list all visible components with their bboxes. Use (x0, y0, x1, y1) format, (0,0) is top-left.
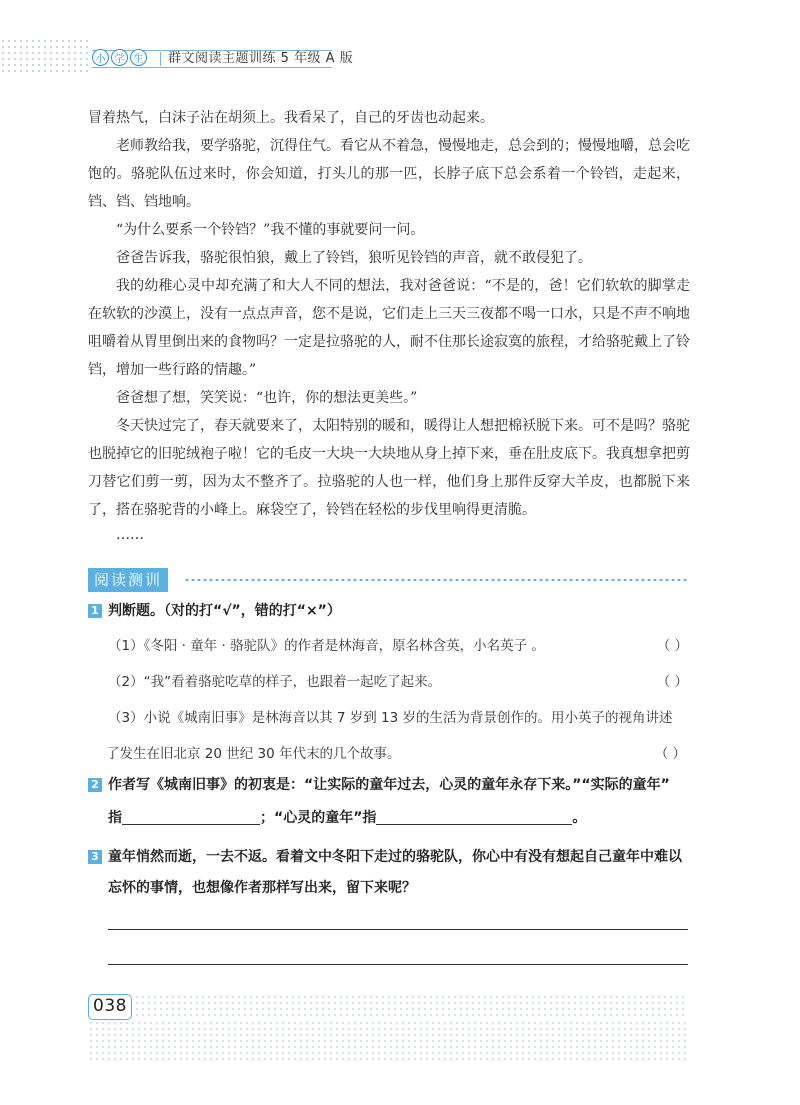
answer-parentheses[interactable]: （ ） (656, 638, 688, 654)
q1-item-2 (108, 664, 690, 700)
answer-line[interactable] (108, 929, 688, 930)
question-1 (88, 600, 690, 620)
q2-label-a: 指 (108, 810, 122, 826)
story-paragraph: 爸爸告诉我，骆驼很怕狼，戴上了铃铛，狼听见铃铛的声音，就不敢侵犯了。 (116, 250, 592, 266)
q1-item-text: 了发生在旧北京 20 世纪 30 年代末的几个故事。 (106, 746, 401, 762)
q1-item-text: （2）“我”看着骆驼吃草的样子，也跟着一起吃了起来。 (108, 674, 442, 690)
section-dot-line (184, 578, 688, 582)
q1-item-3 (108, 700, 690, 736)
q3-text-cont: 忘怀的事情，也想像作者那样写出来，留下来呢？ (108, 880, 416, 896)
footer-dot-pattern (134, 994, 688, 1020)
answer-line[interactable] (108, 964, 688, 965)
story-paragraph: 老师教给我，要学骆驼，沉得住气。看它从不着急，慢慢地走，总会到的；慢慢地嚼，总会吃饱的。骆驼队伍过来时，你会知道，打头儿的那一匹，长脖子底下总会系着一个铃铛，走起来，铛、铛、铛地响。 (88, 138, 690, 210)
story-text (88, 104, 690, 546)
question-2-blanks (108, 800, 710, 836)
q1-item-text: （3）小说《城南旧事》是林海音以其 7 岁到 13 岁的生活为背景创作的。用小英子的视角讲述 (108, 710, 673, 726)
section-title: 阅读测训 (88, 568, 168, 592)
page-number: 038 (88, 994, 132, 1020)
question-3 (88, 846, 690, 866)
question-2 (88, 774, 690, 794)
q1-item-text: （1）《冬阳 · 童年 · 骆驼队》的作者是林海音，原名林含英，小名英子 。 (108, 638, 545, 654)
story-paragraph: “为什么要系一个铃铛？”我不懂的事就要问一问。 (116, 222, 425, 238)
answer-parentheses[interactable]: （ ） (654, 746, 686, 762)
question-1-prompt: 判断题。（对的打“√”，错的打“×”） (108, 603, 341, 619)
story-paragraph: 冬天快过完了，春天就要来了，太阳特别的暖和，暖得让人想把棉袄脱下来。可不是吗？骆驼也脱掉它的旧驼绒袍子啦！它的毛皮一大块一大块地从身上掉下来，垂在肚皮底下。我真想拿把剪刀替它们剪一剪，因为太不整齐了。拉骆驼的人也一样，他们身上那件反穿大羊皮，也都脱下来了，搭在骆驼背的小峰上。麻袋空了，铃铛在轻松的步伐里响得更清脆。 (88, 418, 690, 518)
story-paragraph: 我的幼稚心灵中却充满了和大人不同的想法，我对爸爸说：“不是的，爸！它们软软的脚掌走在软软的沙漠上，没有一点点声音，您不是说，它们走上三天三夜都不喝一口水，只是不声不响地咀嚼着从胃里倒出来的食物吗？一定是拉骆驼的人，耐不住那长途寂寞的旅程，才给骆驼戴上了铃铛，增加一些行路的情趣。” (88, 278, 690, 378)
q1-item-1 (108, 628, 690, 664)
page-header (0, 38, 800, 74)
q1-item-3-cont (106, 736, 688, 772)
story-ellipsis: …… (116, 527, 144, 543)
logo-char: 生 (130, 49, 147, 66)
q2-label-b: ；“心灵的童年”指 (260, 810, 377, 826)
question-2-prompt: 作者写《城南旧事》的初衷是：“让实际的童年过去，心灵的童年永存下来。”“实际的童年” (108, 777, 670, 793)
story-paragraph: 爸爸想了想，笑笑说：“也许，你的想法更美些。” (116, 390, 418, 406)
story-paragraph: 冒着热气，白沫子沾在胡须上。我看呆了，自己的牙齿也动起来。 (88, 110, 494, 126)
question-number-badge: 1 (88, 604, 102, 618)
logo-char: 学 (111, 49, 128, 66)
answer-blank-1[interactable] (122, 809, 260, 825)
footer-dot-pattern (88, 1020, 688, 1062)
header-dot-pattern (0, 38, 92, 74)
series-logo (92, 49, 147, 69)
answer-parentheses[interactable]: （ ） (656, 674, 688, 690)
question-number-badge: 2 (88, 778, 102, 792)
q2-label-c: 。 (572, 810, 587, 826)
question-number-badge: 3 (88, 850, 102, 864)
question-3-cont (108, 870, 710, 906)
question-3-prompt: 童年悄然而逝，一去不返。看着文中冬阳下走过的骆驼队，你心中有没有想起自己童年中难以 (108, 849, 682, 865)
section-header (88, 568, 688, 592)
logo-char: 小 (92, 49, 109, 66)
answer-blank-2[interactable] (376, 809, 572, 825)
header-divider (160, 52, 161, 66)
book-title: 群文阅读主题训练 5 年级 A 版 (168, 51, 354, 66)
